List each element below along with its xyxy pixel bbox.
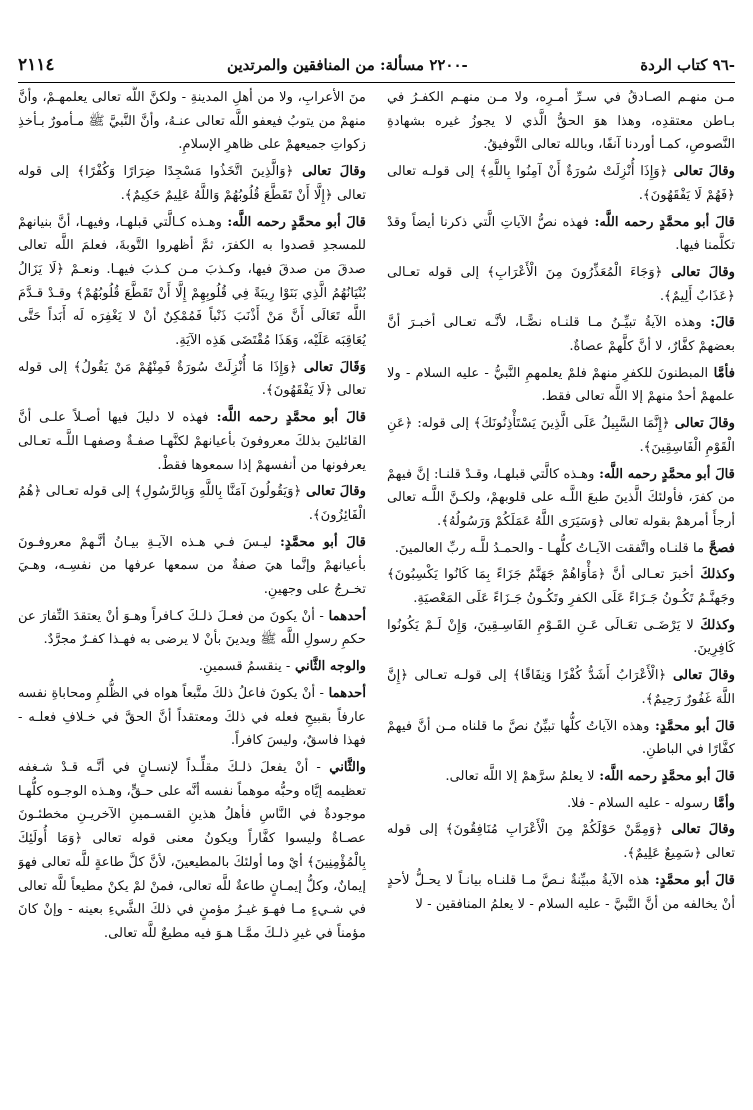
paragraph	[18, 655, 366, 679]
chapter-title: -٩٦ كتاب الردة	[640, 56, 735, 74]
paragraph-lead: قالَ أبو محمَّدٍ رحمه اللَّه:	[594, 466, 735, 482]
paragraph-text: وهذه الآيةُ تبيِّـنُ مـا قلنـاه نصًّـا، لأنَّـه تعـالى أخبـرَ أنَّ بعضهمْ كفَّارٌ، لا أنَّ كلَّهمْ عصاةٌ.	[387, 315, 735, 355]
paragraph-text: ﴿الْأَعْرَابُ أَشَدُّ كُفْرًا وَنِفَاقًا﴾ إلى قولـه تعـالى ﴿إِنَّ اللَّهَ غَفُورٌ رَحِيمٌ﴾.	[387, 668, 735, 707]
paragraph	[387, 412, 735, 459]
paragraph-lead: قالَ أبو محمَّدٍ رحمه اللَّه:	[222, 214, 366, 230]
paragraph	[18, 211, 366, 353]
paragraph	[18, 160, 366, 207]
paragraph	[387, 614, 735, 661]
paragraph	[18, 756, 366, 946]
left-column	[18, 86, 366, 1091]
paragraph	[387, 537, 735, 561]
paragraph	[387, 792, 735, 816]
paragraph-text: لا يَرْضَـى تعَـالَى عَـنِ القَـوْمِ الفَاسِـقِينَ، وَإِنْ لَـمْ يَكُونُوا كَافِرِينَ.	[387, 617, 735, 657]
paragraph-lead: وقالَ تعالى	[669, 416, 735, 432]
paragraph-lead: قالَ أبو محمَّدٍ:	[649, 718, 735, 734]
paragraph-text: ﴿وَالَّذِينَ اتَّخَذُوا مَسْجِدًا ضِرَارًا وَكُفْرًا﴾ إلى قوله تعالى ﴿إِلَّا أَنْ تَقَطَّعَ قُلُوبُهُمْ وَاللَّهُ عَلِيمٌ حَكِيمٌ﴾.	[18, 164, 366, 203]
page-number: ٢١١٤	[18, 55, 55, 75]
paragraph-text: فهذه لا دليلَ فيها أصـلاً علـى أنَّ القائلينَ بذلكَ معروفونَ بأعيانهمْ لكنَّهـا صفـةٌ وصفهـا اللَّـه تعـالى يعرفونها من أنفسهمْ إذا سمعوها فقطْ.	[18, 410, 366, 473]
paragraph-lead: والثَّاني	[320, 759, 366, 775]
paragraph-lead: وقالَ تعالى	[662, 264, 735, 280]
paragraph-lead: قالَ أبو محمَّدٍ رحمه اللَّه:	[208, 410, 366, 426]
paragraph-lead: وكذلكَ	[693, 567, 735, 583]
paragraph-lead: قالَ أبو محمَّدٍ رحمه اللَّه:	[594, 768, 735, 784]
paragraph-text: وهذه الآياتُ كلُّها تبيِّنُ نصَّ ما قلناه مـن أنَّ فيهمْ كفَّارًا في الباطنِ.	[387, 718, 735, 758]
paragraph	[387, 86, 735, 157]
paragraph-text: المبطنونَ للكفرِ منهمْ فلمْ يعلمهمِ النَّبيُّ - عليه السلام - ولا علمهمْ أحدٌ منهمْ إلا اللَّه تعالى فقط.	[387, 365, 735, 405]
paragraph-lead: أحدهما	[323, 608, 366, 624]
paragraph	[18, 406, 366, 477]
paragraph-text: هذه الآيةُ مبيِّنةٌ نـصَّ مـا قلنـاه بيانـاً لا يحـلُّ لأحدٍ أنْ يخالفه من أنَّ النَّبيَّ - عليه السلام - لا يعلمُ المنافقين - لا	[387, 872, 735, 912]
paragraph	[18, 356, 366, 403]
paragraph	[387, 869, 735, 916]
paragraph	[387, 261, 735, 308]
paragraph-text: - أنْ يكونَ فاعلُ ذلكَ متَّبعاً هواه في الظُّلمِ ومحاباةِ نفسه عارفاً بقبيحِ فعله في ذلكَ ومعتقداً أنَّ الحقَّ في خـلافِ فعلـه - فهذا فاسقٌ، وليسَ كافراً.	[18, 685, 366, 749]
paragraph-text: مـن منهـم الصـادقُ في سـرِّ أمـرِه، ولا مـن منهـم الكفـرُ في بـاطن معتقدِه، وهذا هوَ الحقُّ الَّذي لا يجوزُ غيره بشهادةِ النَّصوصِ، كمـا أوردنا آنفًا، وبالله تعالى التَّوفيقُ.	[387, 90, 735, 153]
paragraph-text: وهـذه كـالَّتي قبلهـا، وفيهـا، أنَّ بنيانهمْ للمسجدِ قصدوا به الكفرَ، ثمَّ أظهروا التَّوبةَ، فعلمَ اللَّه تعالى صدقَ من صدقَ فيها، وكـذبَ مـن كـذبَ فيهـا. ونعـمْ ﴿لَا يَزَالُ بُنْيَانُهُمُ الَّذِي بَنَوْا رِيبَةً فِي قُلُوبِهِمْ إِلَّا أَنْ تَقَطَّعَ قُلُوبُهُمْ﴾ وقـدْ قـدَّمَ اللَّه تَعَالَى أَنَّ مَنْ أَذْنَبَ ذَنْباً فَمُمْكِنٌ أنْ لا يَغْفِرَه لَه أَبَداً حَتَّى يُعَاقِبَه عَلَيْه، وَهَذَا مُقْتَضَى هَذِه الآيَةِ.	[18, 214, 366, 349]
paragraph-text: - أنْ يفعلَ ذلـكَ مقلِّـداً لإنسـانٍ في أنَّـه قـدْ شـغفه تعظيمه إيَّاه وحبُّه موهماً نفسه أنَّه على حـقٍّ، وهـذه الوجـوه كلُّهـا موجودةٌ في النَّاسِ فأهلُ هذينِ القسـمينِ الآخريـنِ مخطئـونَ عصـاةٌ وليسوا كفَّاراً ويكونُ معنى قوله تعالى ﴿وَمَا أُولَئِكَ بِالْمُؤْمِنِينَ﴾ أيْ وما أولئكَ بالمطيعينَ، لأنَّ كلَّ طاعةٍ للَّه تعالى فهوَ إيمانٌ، وكلُّ إيمـانٍ طاعةٌ للَّه تعالى، فمنْ لمْ يكنْ مطيعاً للَّه تعالى في شـيءٍ مـا فهـوَ غيـرُ مؤمنٍ في ذلكَ الشَّيءِ بعينه - وإنْ كانَ مؤمناً في غيرِ ذلـكَ ممَّـا هـوَ فيه مطيعٌ للَّه تعالى.	[18, 759, 366, 941]
paragraph	[18, 531, 366, 602]
paragraph	[18, 682, 366, 753]
paragraph-text: ﴿وَإِذَا أُنْزِلَتْ سُورَةٌ أَنْ آمِنُوا بِاللَّهِ﴾ إلى قولـه تعالى ﴿فَهُمْ لَا يَفْقَهُونَ﴾.	[387, 164, 735, 203]
section-title: -٢٢٠٠ مسألة: من المنافقين والمرتدين	[227, 56, 468, 74]
paragraph-text: ﴿إِنَّمَا السَّبِيلُ عَلَى الَّذِينَ يَسْتَأْذِنُونَكَ﴾ إلى قوله: ﴿عَنِ الْقَوْمِ الْفَاسِقِينَ﴾.	[387, 416, 735, 455]
paragraph	[387, 818, 735, 865]
paragraph	[387, 463, 735, 534]
paragraph-lead: وقالَ تعالى	[301, 484, 366, 500]
paragraph-lead: قالَ:	[701, 315, 735, 331]
paragraph	[387, 311, 735, 358]
paragraph-text: فهذه نصُّ الآياتِ الَّتي ذكرنا أيضاً وقدْ تكلَّمنا فيها.	[387, 214, 735, 254]
paragraph-lead: وَقَالَ تعالى	[297, 359, 366, 375]
paragraph-text: - أنْ يكونَ من فعـلَ ذلـكَ كـافراً وهـوَ أنْ يعتقدَ النِّفارَ عن حكمِ رسولِ اللَّه ﷺ ويدينَ بأنْ لا يرضى به فهـذا كفـرٌ مجرَّدٌ.	[18, 608, 366, 648]
header-rule	[18, 82, 735, 83]
paragraph-lead: أحدهما	[323, 685, 366, 701]
paragraph-text: ﴿وَجَاءَ الْمُعَذِّرُونَ مِنَ الْأَعْرَابِ﴾ إلى قوله تعـالى ﴿عَذَابٌ أَلِيمٌ﴾.	[387, 264, 735, 304]
paragraph-lead: وكذلكَ	[693, 617, 735, 633]
paragraph-text: ﴿وَإِذَا مَا أُنْزِلَتْ سُورَةٌ فَمِنْهُمْ مَنْ يَقُولُ﴾ إلى قوله تعالى ﴿لَا يَفْقَهُونَ﴾.	[18, 359, 366, 399]
paragraph-lead: والوجه الثَّاني	[290, 659, 366, 675]
paragraph-lead: وقالَ تعالى	[667, 164, 735, 180]
paragraph	[387, 160, 735, 207]
paragraph-lead: وقالَ تعالى	[663, 822, 735, 838]
paragraph-text: لا يعلمُ سرَّهمْ إلا اللَّه تعالى.	[445, 768, 595, 784]
paragraph-text: - ينقسمُ قسمينِ.	[198, 659, 291, 675]
paragraph-text: منَ الأعرابِ، ولا من أهلِ المدينةِ - ولكنَّ اللَّه تعالى يعلمهـمْ، وأنَّ منهمْ من يتوبُ فيعفو اللَّه تعالى عنـهُ، وأنَّ النَّبيَّ ﷺ مـأمورٌ بـأخذِ زكواتِ جميعهمْ على ظاهرِ الإسلامِ.	[18, 90, 366, 153]
paragraph	[18, 86, 366, 157]
paragraph-lead: فصحَّ	[704, 540, 735, 556]
paragraph	[387, 362, 735, 409]
paragraph-lead: فأمَّا	[708, 365, 735, 381]
paragraph	[387, 664, 735, 711]
paragraph	[387, 765, 735, 789]
paragraph	[387, 715, 735, 762]
paragraph-lead: وقالَ تعالى	[293, 164, 366, 180]
paragraph-text: ليـسَ فـي هـذه الآيـةِ بيـانُ أنَّـهمْ معروفـونَ بأعيانهمْ وإنَّما هيَ صفةٌ من سمعها عرفها من نفسِـه، وهـيَ تخـرجُ على وجهينِ.	[18, 534, 366, 598]
paragraph-text: ﴿وَيَقُولُونَ آمَنَّا بِاللَّهِ وَبِالرَّسُولِ﴾ إلى قوله تعـالى ﴿هُمُ الْفَائِزُونَ﴾.	[18, 484, 366, 523]
paragraph	[18, 480, 366, 527]
paragraph-lead: قالَ أبو محمَّدٍ:	[271, 534, 366, 550]
paragraph-text: ما قلنـاه واتَّفقت الآيـاتُ كلُّهـا - والحمـدُ للَّـه ربِّ العالمينَ.	[394, 540, 705, 556]
paragraph-text: ﴿وَمِمَّنْ حَوْلَكُمْ مِنَ الْأَعْرَابِ مُنَافِقُونَ﴾ إلى قوله تعالى ﴿سَمِيعٌ عَلِيمٌ﴾.	[387, 822, 735, 862]
paragraph	[387, 563, 735, 610]
paragraph	[387, 211, 735, 258]
paragraph-text: أخبرَ تعـالى أنَّ ﴿مَأْوَاهُمْ جَهَنَّمُ جَزَاءً بِمَا كَانُوا يَكْسِبُونَ﴾ وجَهنَّـمُ تَكُـونُ جَـزَاءً عَلَى الكفرِ وتَكُـونُ جَـزَاءً عَلَى المَعْصيَةِ.	[387, 567, 735, 607]
paragraph-lead: قالَ أبو محمَّدٍ:	[649, 872, 735, 888]
right-column	[387, 86, 735, 1091]
paragraph-text: رسوله - عليه السلام - فلا.	[566, 795, 710, 811]
paragraph-text: وهـذه كالَّتي قبلهـا، وقـدْ قلنـا: إنَّ فيهمْ من كفرَ، فأولئكَ الَّذينَ طبعَ اللَّـه على قلوبهمْ، ولكـنَّ اللَّـه تعالى أرجأَ أمرهمْ بقوله تعالى ﴿وَسَيَرَى اللَّهُ عَمَلَكُمْ وَرَسُولُهُ﴾.	[387, 466, 735, 529]
paragraph-lead: قالَ أبو محمَّدٍ رحمه اللَّه:	[588, 214, 735, 230]
page-header	[18, 50, 735, 80]
paragraph-lead: وقالَ تعالى	[666, 668, 735, 684]
paragraph	[18, 605, 366, 652]
paragraph-lead: وأمَّا	[709, 795, 735, 811]
